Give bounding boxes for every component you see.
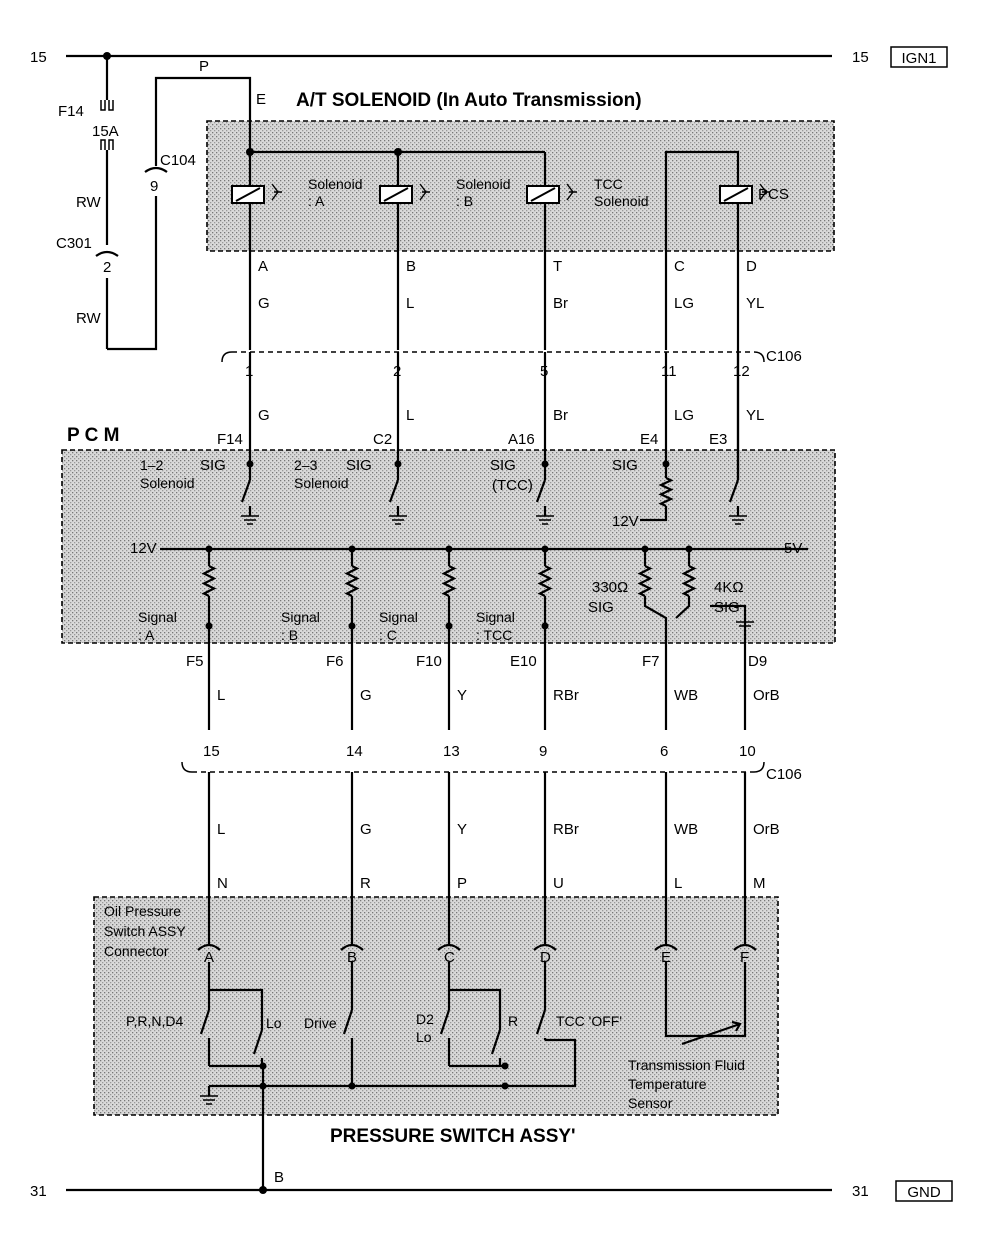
pcm-out-color-3: Y: [457, 687, 468, 704]
gnd-badge-text: GND: [907, 1184, 941, 1201]
c106-bottom-label: C106: [766, 766, 802, 783]
at-pin-e: E: [256, 91, 267, 108]
pcm-terminal-e4: E4: [640, 431, 659, 448]
psa-pin-c: C: [444, 949, 455, 966]
mid-wire-color-4: RBr: [553, 821, 579, 838]
c106-bottom-connector: [182, 762, 764, 772]
pcm-in-color-3: Br: [553, 407, 568, 424]
c301-label: C301: [56, 235, 92, 252]
pcm-terminal-f6: F6: [326, 653, 344, 670]
transmission-fluid-temp-sensor-label: Transmission Fluid Temperature Sensor: [628, 1057, 745, 1111]
at-pin-t: T: [553, 258, 563, 275]
pcm-sig-4: SIG: [612, 457, 638, 474]
ign-rail-left-label: 15: [30, 49, 47, 66]
pcm-sig-3: SIG: [490, 457, 516, 474]
psa-pin-d: D: [540, 949, 551, 966]
c106-bottom-pin-15: 15: [203, 743, 220, 760]
psa-pin-a: A: [204, 949, 215, 966]
at-pin-a: A: [258, 258, 269, 275]
psa-harness-pin-m: M: [753, 875, 766, 892]
psa-switch-label-4: D2 Lo: [416, 1011, 434, 1045]
pcm-sig-2: SIG: [346, 457, 372, 474]
mid-wire-color-6: OrB: [753, 821, 780, 838]
c106-top-pin-2: 2: [393, 363, 402, 380]
psa-harness-pin-l: L: [674, 875, 683, 892]
pcs-label: PCS: [758, 186, 789, 203]
psa-switch-label-5: R: [508, 1013, 519, 1029]
pcm-signal-2: Signal : B: [281, 609, 320, 643]
pcm-sig-1: SIG: [200, 457, 226, 474]
pressure-switch-title: PRESSURE SWITCH ASSY': [330, 1126, 576, 1147]
pcm-terminal-e10: E10: [510, 653, 537, 670]
pcm-out-color-2: G: [360, 687, 372, 704]
pcm-sig-330: SIG: [588, 599, 614, 616]
wire-color-rw-1: RW: [76, 194, 101, 211]
pcm-terminal-f5: F5: [186, 653, 204, 670]
pcm-out-color-1: L: [217, 687, 226, 704]
c106-top-pin-1: 1: [245, 363, 254, 380]
ground-pin-label: B: [274, 1169, 285, 1186]
fuse-rating: 15A: [92, 123, 119, 140]
gnd-rail-right-label: 31: [852, 1183, 869, 1200]
pcm-terminal-f10: F10: [416, 653, 442, 670]
pcm-4k-ohm: 4KΩ: [714, 579, 744, 596]
pcm-out-color-5: WB: [674, 687, 699, 704]
c106-top-pin-5: 5: [540, 363, 549, 380]
pcm-12v-e4: 12V: [612, 513, 639, 530]
psa-harness-pin-u: U: [553, 875, 564, 892]
mid-wire-color-2: G: [360, 821, 372, 838]
pcm-terminal-c2: C2: [373, 431, 393, 448]
svg-text:Solenoid: A: Solenoid : A: [308, 176, 363, 209]
at-wire-color-1: G: [258, 295, 270, 312]
mid-wire-color-3: Y: [457, 821, 468, 838]
wire-color-rw-2: RW: [76, 310, 101, 327]
pcm-12v-rail: 12V: [130, 540, 157, 557]
at-pin-c: C: [674, 258, 685, 275]
c106-top-connector: [222, 352, 764, 362]
pcm-tcc-label: (TCC): [492, 477, 533, 494]
pcm-330-ohm: 330Ω: [592, 579, 629, 596]
pcm-out-color-6: OrB: [753, 687, 780, 704]
pcm-title: P C M: [67, 425, 120, 446]
pcm-in-color-5: YL: [746, 407, 765, 424]
pcm-in-color-1: G: [258, 407, 270, 424]
at-pin-b: B: [406, 258, 417, 275]
pcm-in-color-4: LG: [674, 407, 695, 424]
pcm-in-color-2: L: [406, 407, 415, 424]
mid-wire-color-5: WB: [674, 821, 699, 838]
pcm-signal-1: Signal : A: [138, 609, 177, 643]
psa-switch-label-3: Drive: [304, 1015, 337, 1031]
pcm-sig-4k: SIG: [714, 599, 740, 616]
pcm-2-3-solenoid-label: 2–3 Solenoid: [294, 457, 349, 491]
pcm-signal-4: Signal : TCC: [476, 609, 515, 643]
pcm-signal-3: Signal : C: [379, 609, 418, 643]
at-wire-color-4: LG: [674, 295, 695, 312]
ign-badge-text: IGN1: [901, 50, 937, 67]
c106-bottom-pin-6: 6: [660, 743, 669, 760]
oil-pressure-switch-connector-label: Oil Pressure Switch ASSY Connector: [104, 903, 186, 959]
pcm-terminal-d9: D9: [748, 653, 768, 670]
c104-pin: 9: [150, 178, 159, 195]
solenoid-b-label: Solenoid : B: [456, 176, 511, 209]
psa-switch-label-6: TCC 'OFF': [556, 1013, 623, 1029]
c106-bottom-pin-9: 9: [539, 743, 548, 760]
c301-connector: [96, 252, 118, 256]
c106-top-label: C106: [766, 348, 802, 365]
c106-bottom-pin-14: 14: [346, 743, 363, 760]
pcm-1-2-solenoid-label: 1–2 Solenoid: [140, 457, 195, 491]
pcm-terminal-f14: F14: [217, 431, 243, 448]
ign-rail-right-label: 15: [852, 49, 869, 66]
at-wire-color-2: L: [406, 295, 415, 312]
c106-bottom-pin-13: 13: [443, 743, 460, 760]
psa-pin-e: E: [661, 949, 672, 966]
c106-bottom-pin-10: 10: [739, 743, 756, 760]
gnd-rail-left-label: 31: [30, 1183, 47, 1200]
c104-label: C104: [160, 152, 196, 169]
pcm-terminal-a16: A16: [508, 431, 535, 448]
at-solenoid-title: A/T SOLENOID (In Auto Transmission): [296, 90, 642, 111]
pcm-5v-rail: 5V: [784, 540, 803, 557]
c301-pin: 2: [103, 259, 112, 276]
pcm-terminal-f7: F7: [642, 653, 660, 670]
c106-top-pin-12: 12: [733, 363, 750, 380]
tcc-solenoid-label: TCC Solenoid: [594, 176, 649, 209]
c106-top-pin-11: 11: [661, 363, 677, 380]
psa-harness-pin-r: R: [360, 875, 371, 892]
psa-switch-label-1: P,R,N,D4: [126, 1013, 184, 1029]
at-wire-color-5: YL: [746, 295, 765, 312]
pcm-terminal-e3: E3: [709, 431, 728, 448]
psa-switch-label-2: Lo: [266, 1015, 282, 1031]
at-pin-d: D: [746, 258, 757, 275]
mid-wire-color-1: L: [217, 821, 226, 838]
wire-color-p: P: [199, 58, 210, 75]
pcm-out-color-4: RBr: [553, 687, 579, 704]
psa-pin-f: F: [740, 949, 750, 966]
fuse-f14: [58, 56, 119, 245]
psa-pin-b: B: [347, 949, 358, 966]
fuse-name: F14: [58, 103, 84, 120]
psa-harness-pin-p: P: [457, 875, 468, 892]
at-wire-color-3: Br: [553, 295, 568, 312]
psa-harness-pin-n: N: [217, 875, 228, 892]
